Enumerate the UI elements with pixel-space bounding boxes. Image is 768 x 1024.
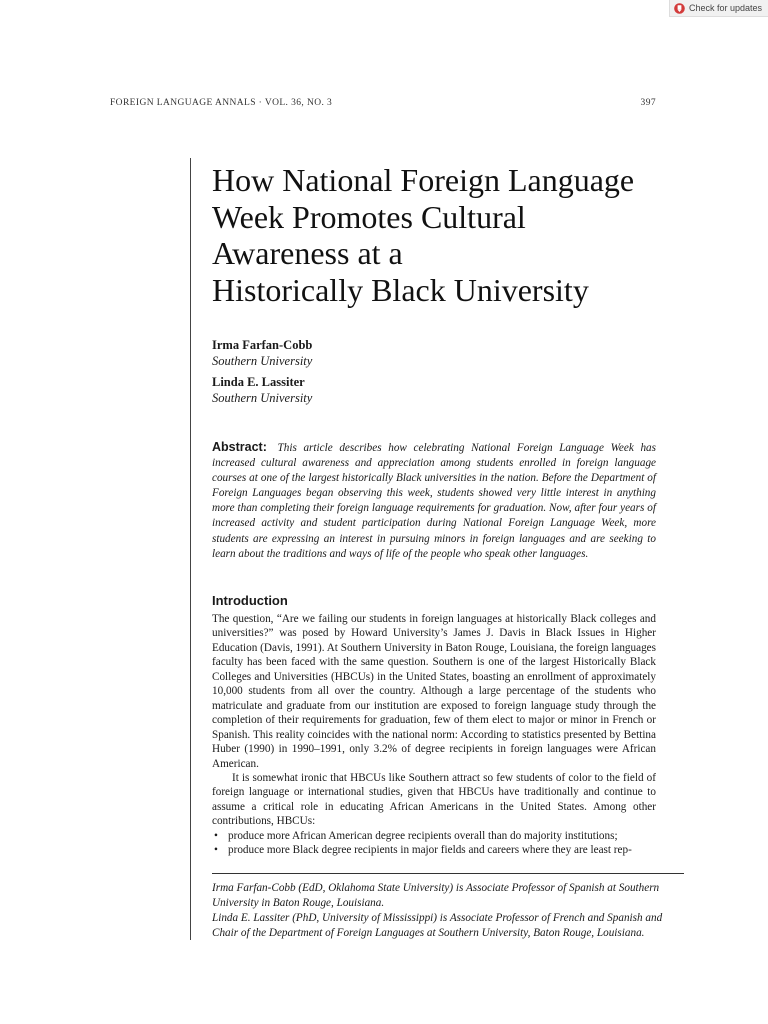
footnote: Irma Farfan-Cobb (EdD, Oklahoma State University) is Associate Professor of Spanish at Southern University in Baton Rouge, Louisiana. [212, 882, 660, 909]
author-entry [212, 375, 612, 406]
body-paragraph: The question, “Are we failing our students in foreign languages at historically Black colleges and universities?” was posed by Howard University’s James J. Davis in Black Issues in Higher Education (Davis, 1991). At Southern University in Baton Rouge, Louisiana, the foreign languages faculty has been faced with the same question. Southern is one of the largest Historically Black Colleges and Universities (HBCUs) in the United States, boasting an enrollment of approximately 10,000 students from all over the country. Although a large percentage of the students who matriculate and graduate from our institution are exposed to foreign language study through the completion of their requirements for graduation, few of them elect to major or minor in French or Spanish. This reality coincides with the national norm: According to statistics presented by Bettina Huber (1990) in 1990–1991, only 3.2% of degree recipients in foreign languages were African American. [212, 613, 656, 770]
author-name: Irma Farfan-Cobb [212, 338, 313, 352]
author-list [212, 338, 612, 412]
abstract [212, 440, 656, 562]
abstract-label: Abstract: [212, 440, 267, 454]
title-line: Awareness at a [212, 235, 403, 271]
title-line: How National Foreign Language [212, 162, 635, 198]
check-for-updates-button[interactable] [669, 0, 768, 17]
author-affiliation: Southern University [212, 353, 313, 368]
footnote: Linda E. Lassiter (PhD, University of Mississippi) is Associate Professor of French and Spanish and Chair of the Department of Foreign Languages at Southern University, Baton Rouge, Louisiana. [212, 912, 663, 939]
list-item: • produce more Black degree recipients in major fields and careers where they are least rep- [212, 843, 656, 857]
contributions-list [212, 829, 656, 858]
author-name: Linda E. Lassiter [212, 375, 305, 389]
body-paragraph: It is somewhat ironic that HBCUs like Southern attract so few students of color to the field of foreign language or international studies, given that HBCUs have traditionally and continue to assume a critical role in educating African Americans in the United States. Among other contributions, HBCUs: [212, 771, 656, 828]
page-number: 397 [640, 98, 656, 108]
list-item: • produce more African American degree recipients overall than do majority institutions; [212, 829, 656, 843]
title-line: Historically Black University [212, 271, 589, 308]
check-for-updates-label: Check for updates [688, 3, 762, 13]
journal-info: FOREIGN LANGUAGE ANNALS · VOL. 36, NO. 3 [110, 98, 333, 108]
introduction-body [212, 612, 656, 858]
footnote-divider [212, 873, 684, 874]
abstract-text: This article describes how celebrating National Foreign Language Week has increased cultural awareness and appreciation among students enrolled in foreign language courses at one of the largest historically Black universities in the nation. Before the Department of Foreign Languages began observing this week, students showed very little interest in anything more than completing their foreign language requirements for graduation. Now, after four years of increased activity and student participation during National Foreign Language Week, more students are expressing an interest in pursuing minors in foreign languages and are seeking to learn about the traditions and ways of life of the people who speak other languages. [212, 442, 656, 560]
running-head [110, 98, 656, 108]
title-line: Week Promotes Cultural [212, 198, 526, 235]
margin-rule [190, 158, 191, 940]
author-notes [212, 881, 682, 941]
article-title [212, 162, 712, 308]
author-affiliation: Southern University [212, 390, 313, 405]
author-entry [212, 338, 612, 369]
crossmark-icon [674, 3, 685, 14]
introduction-heading: Introduction [212, 593, 288, 608]
